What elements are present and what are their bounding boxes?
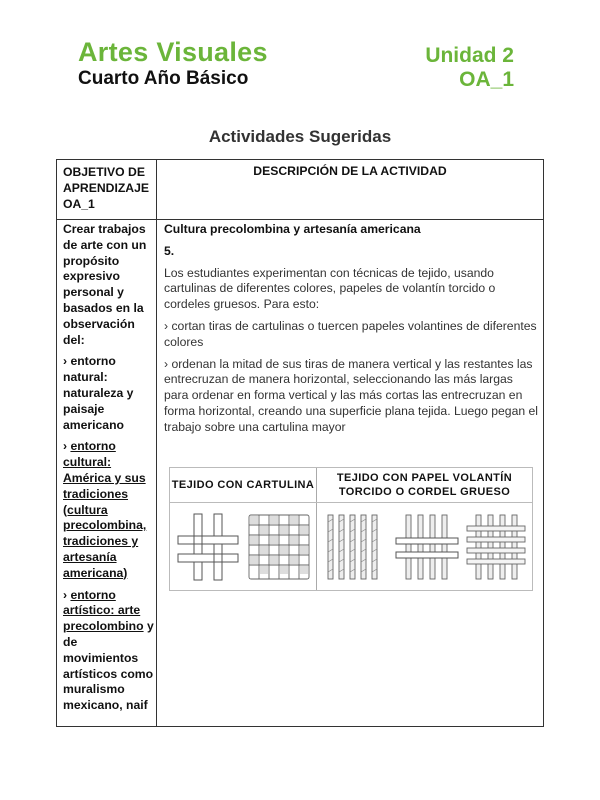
figure-header-line bbox=[170, 502, 532, 503]
objective-intro: Crear trabajos de arte con un propósito expresivo personal y basados en la observación del: bbox=[63, 222, 147, 347]
cardboard-weave-simple-image bbox=[176, 512, 240, 582]
column-divider bbox=[156, 160, 157, 726]
section-title: Actividades Sugeridas bbox=[208, 127, 392, 146]
twisted-strands-vertical-image bbox=[324, 512, 388, 582]
objective-artistic-link[interactable]: entorno artístico: arte precolombino bbox=[63, 587, 144, 634]
description-cell bbox=[164, 222, 538, 442]
objective-cultural bbox=[63, 439, 155, 581]
twisted-strands-woven-image bbox=[394, 512, 460, 582]
header-title: Artes Visuales bbox=[78, 37, 268, 67]
objective-artistic-bullet: › bbox=[63, 587, 71, 602]
activity-table bbox=[56, 159, 544, 727]
activity-bullet-2: › ordenan la mitad de sus tiras de manera vertical y las restantes las entrecruzan de manera horizontal, seleccionando las más largas para ordenar en forma vertical y las más cortas las entrecruzan en forma horizontal, creando una superficie plana tejida. Luego pegan el trabajo sobre una cartulina mayor bbox=[164, 356, 539, 434]
oa-label: OA_1 bbox=[459, 68, 514, 91]
figure-label-paper-line1: TEJIDO CON PAPEL VOLANTÍN bbox=[336, 472, 513, 484]
activity-number: 5. bbox=[164, 243, 175, 258]
twisted-strands-full-weave-image bbox=[464, 512, 528, 582]
activity-intro: Los estudiantes experimentan con técnicas de tejido, usando cartulinas de diferentes colores, papeles de volantín torcido o cordeles gruesos. Para esto: bbox=[164, 265, 496, 312]
activity-bullet-1: › cortan tiras de cartulinas o tuercen papeles volantines de diferentes colores bbox=[164, 318, 537, 349]
cardboard-weave-dense-image bbox=[246, 512, 312, 582]
figure-label-cardboard: TEJIDO CON CARTULINA bbox=[171, 479, 315, 491]
activity-title: Cultura precolombina y artesanía americana bbox=[164, 222, 421, 236]
objective-artistic-rest: y de movimientos artísticos como muralismo mexicano, naif bbox=[63, 619, 154, 713]
header-divider bbox=[57, 219, 543, 220]
objective-cultural-link[interactable]: entorno cultural: América y sus tradiciones (cultura precolombina, tradiciones y artesanía americana) bbox=[63, 439, 147, 580]
unit-label: Unidad 2 bbox=[425, 44, 514, 67]
weaving-figure bbox=[169, 467, 533, 591]
figure-label-paper bbox=[317, 471, 532, 499]
objective-column-header: OBJETIVO DE APRENDIZAJE OA_1 bbox=[63, 165, 150, 211]
objective-cell bbox=[63, 222, 155, 720]
objective-natural: › entorno natural: naturaleza y paisaje americano bbox=[63, 354, 134, 432]
objective-cultural-bullet: › bbox=[63, 439, 71, 454]
description-column-header: DESCRIPCIÓN DE LA ACTIVIDAD bbox=[253, 164, 447, 178]
header-subtitle: Cuarto Año Básico bbox=[78, 68, 249, 89]
figure-label-paper-line2: TORCIDO O CORDEL GRUESO bbox=[338, 486, 511, 498]
objective-artistic bbox=[63, 588, 155, 714]
